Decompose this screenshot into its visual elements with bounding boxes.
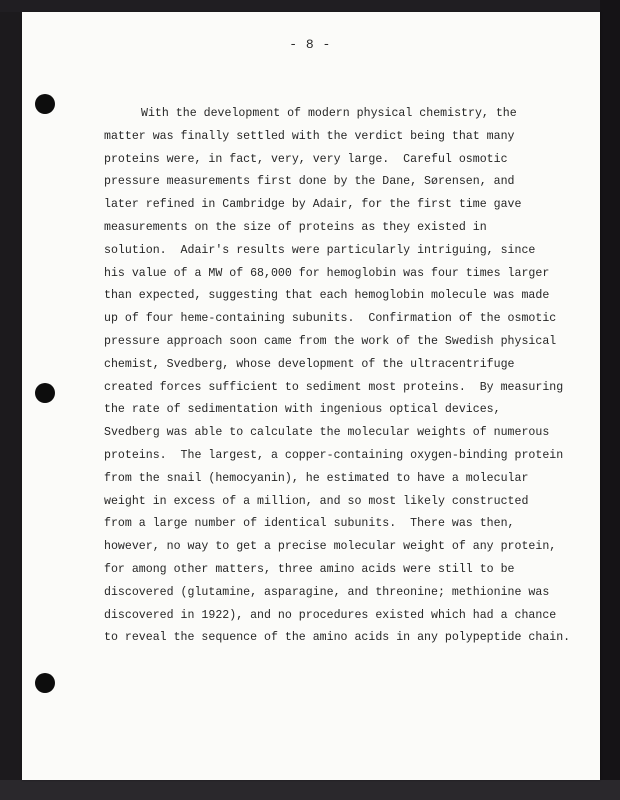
text-line: pressure approach soon came from the work of the Swedish physical: [104, 334, 557, 348]
body-paragraph: [104, 103, 574, 650]
text-line: proteins were, in fact, very, very large. Careful osmotic: [104, 152, 508, 166]
text-line: proteins. The largest, a copper-containing oxygen-binding protein: [104, 448, 564, 462]
text-line: With the development of modern physical chemistry, the: [141, 107, 517, 120]
text-line: matter was finally settled with the verdict being that many: [104, 129, 515, 143]
text-line: created forces sufficient to sediment most proteins. By measuring: [104, 380, 564, 394]
text-line: than expected, suggesting that each hemoglobin molecule was made: [104, 289, 550, 303]
text-line: up of four heme-containing subunits. Confirmation of the osmotic: [104, 312, 557, 326]
scan-border-top: [0, 0, 620, 12]
text-line: solution. Adair's results were particularly intriguing, since: [104, 243, 536, 257]
text-line: his value of a MW of 68,000 for hemoglobin was four times larger: [104, 266, 550, 280]
text-line: later refined in Cambridge by Adair, for the first time gave: [104, 198, 522, 212]
text-line: weight in excess of a million, and so most likely constructed: [104, 494, 529, 508]
text-line: the rate of sedimentation with ingenious optical devices,: [104, 403, 501, 417]
punch-hole: [35, 673, 55, 693]
text-line: discovered in 1922), and no procedures existed which had a chance: [104, 608, 557, 622]
punch-hole: [35, 383, 55, 403]
scan-border-right: [600, 0, 620, 800]
text-line: pressure measurements first done by the Dane, Sørensen, and: [104, 175, 515, 189]
text-line: from a large number of identical subunits. There was then,: [104, 517, 515, 531]
text-line: discovered (glutamine, asparagine, and threonine; methionine was: [104, 585, 550, 599]
punch-hole: [35, 94, 55, 114]
text-line: for among other matters, three amino acids were still to be: [104, 562, 515, 576]
text-line: from the snail (hemocyanin), he estimated to have a molecular: [104, 471, 529, 485]
page-number: - 8 -: [289, 37, 331, 52]
text-line: measurements on the size of proteins as they existed in: [104, 220, 487, 234]
text-line: Svedberg was able to calculate the molecular weights of numerous: [104, 426, 550, 440]
text-line: chemist, Svedberg, whose development of the ultracentrifuge: [104, 357, 515, 371]
scan-border-bottom: [0, 780, 620, 800]
text-line: to reveal the sequence of the amino acids in any polypeptide chain.: [104, 631, 571, 645]
text-line: however, no way to get a precise molecular weight of any protein,: [104, 540, 557, 554]
